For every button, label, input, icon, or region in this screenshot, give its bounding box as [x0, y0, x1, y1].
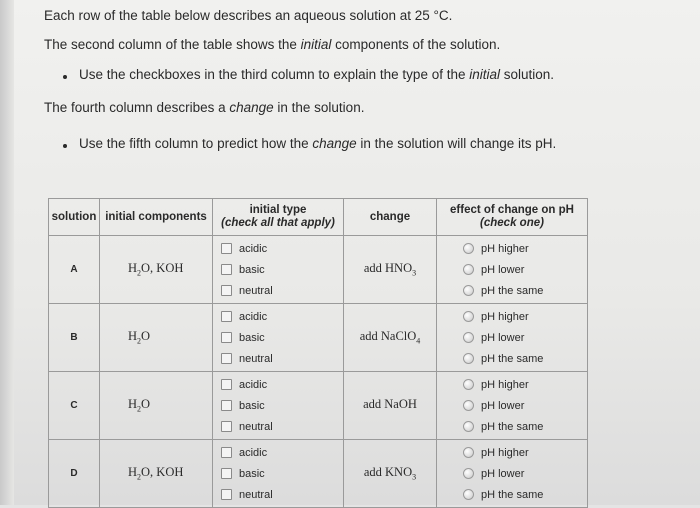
effect-option[interactable]: [463, 327, 587, 348]
initial-components: [100, 372, 213, 440]
checkbox-label: acidic: [239, 242, 268, 255]
checkbox-label: basic: [239, 331, 265, 344]
radio-button[interactable]: [463, 353, 474, 364]
checkbox-label: neutral: [239, 420, 273, 433]
component-text: H: [128, 261, 138, 276]
checkbox-label: acidic: [239, 378, 268, 391]
intro-line-5-b: in the solution will change its pH.: [356, 136, 557, 151]
change-text: add KNO: [363, 465, 413, 480]
intro-line-2: [44, 37, 500, 52]
header-initial-type-line2: (check all that apply): [221, 217, 335, 229]
radio-label: pH lower: [481, 399, 525, 412]
intro-line-5: [79, 136, 556, 151]
intro-line-5-a: Use the fifth column to predict how the: [79, 136, 313, 151]
checkbox[interactable]: [221, 489, 232, 500]
intro-line-3: [79, 67, 554, 82]
radio-label: pH higher: [481, 310, 529, 323]
checkbox-label: basic: [239, 399, 265, 412]
radio-button[interactable]: [463, 264, 474, 275]
checkbox[interactable]: [221, 468, 232, 479]
intro-line-4-b: in the solution.: [273, 100, 365, 115]
initial-components: [100, 304, 213, 372]
header-solution: solution: [49, 199, 100, 236]
effect-option[interactable]: [463, 374, 587, 395]
intro-line-2-em: initial: [300, 37, 332, 52]
header-components: initial components: [100, 199, 213, 236]
radio-button[interactable]: [463, 447, 474, 458]
row-label: C: [49, 372, 100, 440]
radio-label: pH lower: [481, 263, 525, 276]
radio-label: pH lower: [481, 331, 525, 344]
checkbox[interactable]: [221, 285, 232, 296]
row-label: A: [49, 236, 100, 304]
intro-line-4-a: The fourth column describes a: [44, 100, 230, 115]
initial-type-cell: [213, 372, 344, 440]
type-option-acidic[interactable]: [221, 238, 343, 259]
radio-button[interactable]: [463, 311, 474, 322]
change-cell: [344, 372, 437, 440]
effect-option[interactable]: [463, 348, 587, 369]
table-row: [49, 304, 588, 372]
change-subscript: 3: [412, 268, 417, 278]
radio-button[interactable]: [463, 379, 474, 390]
header-initial-type: [213, 199, 344, 236]
effect-option[interactable]: [463, 416, 587, 437]
checkbox-label: neutral: [239, 284, 273, 297]
header-initial-type-line1: initial type: [249, 204, 307, 216]
component-subscript: 2: [137, 472, 142, 482]
header-effect: [437, 199, 588, 236]
table-row: [49, 372, 588, 440]
checkbox-label: basic: [239, 263, 265, 276]
checkbox-label: acidic: [239, 446, 268, 459]
effect-option[interactable]: [463, 238, 587, 259]
radio-button[interactable]: [463, 332, 474, 343]
checkbox[interactable]: [221, 379, 232, 390]
radio-label: pH higher: [481, 446, 529, 459]
type-option-neutral[interactable]: [221, 416, 343, 437]
checkbox[interactable]: [221, 332, 232, 343]
radio-label: pH the same: [481, 420, 544, 433]
bullet-2: [63, 144, 67, 148]
effect-option[interactable]: [463, 463, 587, 484]
intro-line-2-a: The second column of the table shows the: [44, 37, 301, 52]
radio-button[interactable]: [463, 243, 474, 254]
radio-label: pH the same: [481, 284, 544, 297]
checkbox[interactable]: [221, 400, 232, 411]
effect-option[interactable]: [463, 484, 587, 505]
effect-cell: [437, 236, 588, 304]
type-option-basic[interactable]: [221, 259, 343, 280]
component-subscript: 2: [137, 268, 142, 278]
component-subscript: 2: [137, 336, 142, 346]
component-text: O: [141, 329, 151, 344]
type-option-neutral[interactable]: [221, 348, 343, 369]
table-body: [49, 236, 588, 508]
change-text: add NaClO: [359, 329, 417, 344]
effect-cell: [437, 372, 588, 440]
intro-line-5-em: change: [312, 136, 357, 151]
checkbox-label: basic: [239, 467, 265, 480]
header-effect-line1: effect of change on pH: [450, 204, 574, 216]
checkbox[interactable]: [221, 421, 232, 432]
table-row: [49, 236, 588, 304]
initial-type-cell: [213, 304, 344, 372]
radio-label: pH higher: [481, 378, 529, 391]
radio-button[interactable]: [463, 421, 474, 432]
effect-option[interactable]: [463, 442, 587, 463]
checkbox[interactable]: [221, 353, 232, 364]
effect-cell: [437, 304, 588, 372]
intro-line-3-b: solution.: [500, 67, 555, 82]
radio-button[interactable]: [463, 400, 474, 411]
effect-option[interactable]: [463, 259, 587, 280]
component-text: O, KOH: [141, 261, 184, 276]
intro-line-4: [44, 100, 364, 115]
change-cell: [344, 236, 437, 304]
component-text: O: [141, 397, 151, 412]
intro-line-3-a: Use the checkboxes in the third column to explain the type of the: [79, 67, 470, 82]
intro-line-4-em: change: [229, 100, 274, 115]
initial-components: [100, 236, 213, 304]
checkbox[interactable]: [221, 243, 232, 254]
table-row: [49, 440, 588, 508]
initial-components: [100, 440, 213, 508]
radio-label: pH the same: [481, 352, 544, 365]
radio-button[interactable]: [463, 489, 474, 500]
change-cell: [344, 440, 437, 508]
radio-label: pH lower: [481, 467, 525, 480]
effect-option[interactable]: [463, 306, 587, 327]
component-text: O, KOH: [141, 465, 184, 480]
checkbox-label: neutral: [239, 352, 273, 365]
type-option-neutral[interactable]: [221, 280, 343, 301]
radio-button[interactable]: [463, 468, 474, 479]
initial-type-cell: [213, 440, 344, 508]
bullet-1: [63, 75, 67, 79]
change-text: add NaOH: [363, 397, 417, 412]
type-option-acidic[interactable]: [221, 374, 343, 395]
header-effect-line2: (check one): [480, 217, 544, 229]
intro-line-2-b: components of the solution.: [331, 37, 501, 52]
checkbox[interactable]: [221, 311, 232, 322]
header-change: change: [344, 199, 437, 236]
checkbox-label: acidic: [239, 310, 268, 323]
radio-button[interactable]: [463, 285, 474, 296]
change-subscript: 3: [412, 472, 417, 482]
type-option-basic[interactable]: [221, 395, 343, 416]
component-text: H: [128, 465, 138, 480]
checkbox[interactable]: [221, 447, 232, 458]
radio-label: pH higher: [481, 242, 529, 255]
checkbox-label: neutral: [239, 488, 273, 501]
component-text: H: [128, 397, 138, 412]
effect-option[interactable]: [463, 395, 587, 416]
effect-option[interactable]: [463, 280, 587, 301]
type-option-acidic[interactable]: [221, 442, 343, 463]
intro-line-3-em: initial: [469, 67, 500, 82]
change-subscript: 4: [416, 336, 421, 346]
initial-type-cell: [213, 236, 344, 304]
radio-label: pH the same: [481, 488, 544, 501]
type-option-acidic[interactable]: [221, 306, 343, 327]
type-option-basic[interactable]: [221, 327, 343, 348]
solutions-table: [48, 198, 588, 508]
row-label: B: [49, 304, 100, 372]
effect-cell: [437, 440, 588, 508]
intro-line-1: [44, 8, 452, 23]
type-option-neutral[interactable]: [221, 484, 343, 505]
intro-line-1-text: Each row of the table below describes an aqueous solution at 25 °C.: [44, 8, 453, 23]
row-label: D: [49, 440, 100, 508]
component-text: H: [128, 329, 138, 344]
component-subscript: 2: [137, 404, 142, 414]
type-option-basic[interactable]: [221, 463, 343, 484]
checkbox[interactable]: [221, 264, 232, 275]
header-row: [49, 199, 588, 236]
page-edge: [0, 0, 14, 505]
change-cell: [344, 304, 437, 372]
change-text: add HNO: [363, 261, 413, 276]
